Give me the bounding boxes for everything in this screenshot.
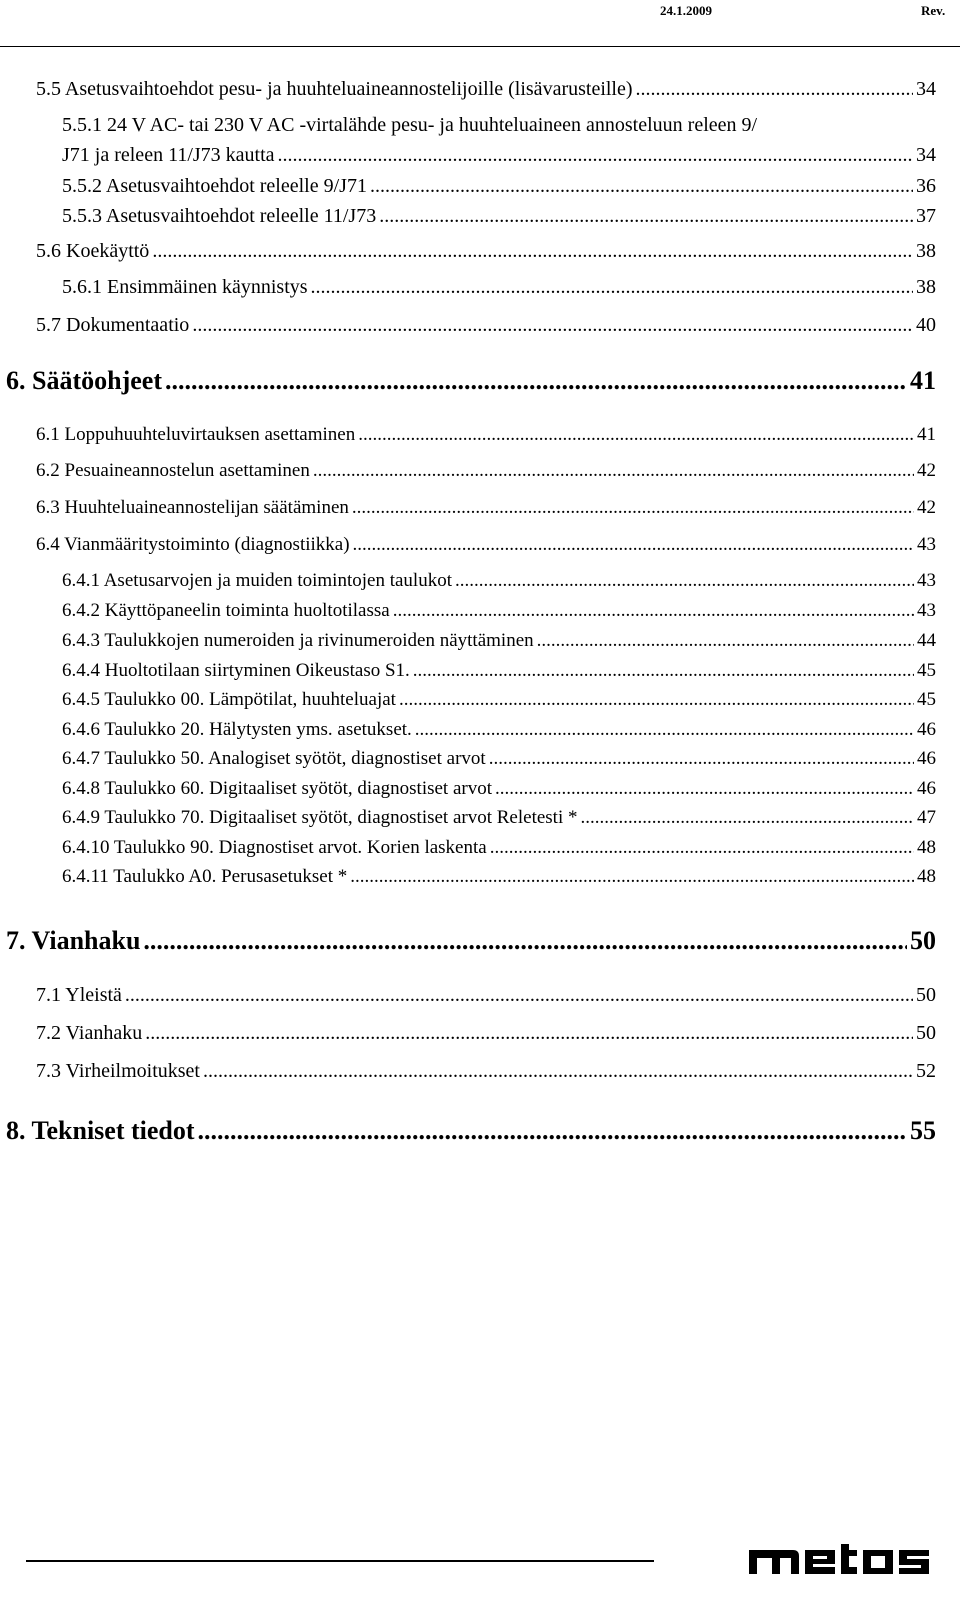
toc-entry-title: 5.5 Asetusvaihtoehdot pesu- ja huuhteluaineannostelijoille (lisävarusteille)	[36, 78, 633, 100]
toc-leader-dots	[125, 984, 913, 1007]
toc-leader-dots	[379, 205, 913, 228]
toc-entry-page: 38	[916, 240, 936, 262]
toc-entry[interactable]	[62, 175, 936, 198]
header-revision: Rev.	[921, 3, 946, 18]
toc-entry[interactable]	[62, 276, 936, 299]
toc-leader-dots	[358, 424, 914, 446]
toc-entry[interactable]	[62, 807, 936, 829]
toc-entry-title: 5.7 Dokumentaatio	[36, 314, 190, 336]
toc-entry[interactable]	[36, 424, 936, 446]
toc-entry-title: 6.4.11 Taulukko A0. Perusasetukset *	[62, 866, 348, 887]
toc-entry-page: 36	[916, 175, 936, 197]
toc-entry-page: 44	[917, 630, 936, 651]
toc-entry-page: 41	[917, 424, 936, 445]
toc-leader-dots	[143, 926, 907, 956]
toc-entry-page: 46	[917, 748, 936, 769]
toc-entry[interactable]	[62, 205, 936, 228]
toc-entry-page: 34	[916, 78, 936, 100]
toc-leader-dots	[313, 460, 914, 482]
toc-entry-title: 6.4.2 Käyttöpaneelin toiminta huoltotilassa	[62, 600, 390, 621]
toc-entry[interactable]	[36, 78, 936, 101]
toc-entry[interactable]	[36, 497, 936, 519]
toc-leader-dots	[537, 630, 914, 652]
toc-entry[interactable]	[36, 984, 936, 1007]
toc-leader-dots	[580, 807, 914, 829]
toc-entry-title: 6.3 Huuhteluaineannostelijan säätäminen	[36, 497, 349, 518]
toc-entry-title: 6.4.8 Taulukko 60. Digitaaliset syötöt, diagnostiset arvot	[62, 778, 492, 799]
toc-entry-title: 6.4.3 Taulukkojen numeroiden ja rivinumeroiden näyttäminen	[62, 630, 534, 651]
toc-leader-dots	[278, 144, 913, 167]
toc-leader-dots	[353, 534, 914, 556]
toc-entry-title: 6.4.10 Taulukko 90. Diagnostiset arvot. Korien laskenta	[62, 837, 487, 858]
toc-entry-title: 6.4.6 Taulukko 20. Hälytysten yms. asetukset.	[62, 719, 412, 740]
toc-entry-page: 42	[917, 460, 936, 481]
toc-entry-page: 47	[917, 807, 936, 828]
toc-entry-title: J71 ja releen 11/J73 kautta	[62, 144, 275, 166]
toc-entry-page: 37	[916, 205, 936, 227]
toc-entry[interactable]	[62, 689, 936, 711]
toc-entry[interactable]	[62, 866, 936, 888]
toc-leader-dots	[399, 689, 914, 711]
toc-entry-title: 7.2 Vianhaku	[36, 1022, 143, 1044]
toc-entry-title: 6.2 Pesuaineannostelun asettaminen	[36, 460, 310, 481]
toc-leader-dots	[489, 748, 914, 770]
toc-entry-title: 6.4.9 Taulukko 70. Digitaaliset syötöt, diagnostiset arvot Reletesti *	[62, 807, 578, 828]
toc-leader-dots	[203, 1060, 913, 1083]
toc-leader-dots	[192, 314, 913, 337]
toc-chapter[interactable]	[6, 926, 936, 956]
toc-entry-title: 7. Vianhaku	[6, 926, 141, 955]
toc-entry-title: 6.4.4 Huoltotilaan siirtyminen Oikeustaso S1.	[62, 660, 410, 681]
toc-entry-page: 40	[916, 314, 936, 336]
toc-entry-title: 6.4.5 Taulukko 00. Lämpötilat, huuhteluajat	[62, 689, 396, 710]
toc-entry-title: 6.4.7 Taulukko 50. Analogiset syötöt, diagnostiset arvot	[62, 748, 486, 769]
toc-leader-dots	[145, 1022, 913, 1045]
toc-entry-page: 45	[917, 660, 936, 681]
toc-leader-dots	[350, 866, 914, 888]
toc-entry-title: 8. Tekniset tiedot	[6, 1116, 195, 1145]
header-rule	[0, 46, 960, 47]
toc-entry-page: 42	[917, 497, 936, 518]
toc-leader-dots	[352, 497, 914, 519]
toc-entry[interactable]	[62, 570, 936, 592]
toc-entry-page: 50	[916, 1022, 936, 1044]
toc-leader-dots	[415, 719, 914, 741]
toc-entry-title: 7.1 Yleistä	[36, 984, 122, 1006]
toc-entry-page: 45	[917, 689, 936, 710]
toc-entry-title: 5.5.1 24 V AC- tai 230 V AC -virtalähde pesu- ja huuhteluaineen annosteluun releen 9/	[62, 114, 758, 136]
toc-leader-dots	[636, 78, 913, 101]
toc-leader-dots	[370, 175, 913, 198]
toc-entry-page: 52	[916, 1060, 936, 1082]
toc-entry[interactable]	[36, 1060, 936, 1083]
toc-entry-page: 50	[916, 984, 936, 1006]
toc-entry[interactable]	[62, 837, 936, 859]
page-header	[0, 0, 960, 48]
toc-entry-page: 38	[916, 276, 936, 298]
toc-entry-page: 43	[917, 600, 936, 621]
toc-entry-page: 43	[917, 570, 936, 591]
toc-entry[interactable]	[62, 630, 936, 652]
toc-entry-page: 34	[916, 144, 936, 166]
toc-entry[interactable]	[36, 240, 936, 263]
toc-entry-page: 46	[917, 719, 936, 740]
toc-leader-dots	[455, 570, 914, 592]
footer-rule	[26, 1560, 654, 1562]
header-date: 24.1.2009	[660, 3, 712, 18]
toc-entry[interactable]	[62, 144, 936, 167]
toc-leader-dots	[152, 240, 913, 263]
toc-leader-dots	[490, 837, 914, 859]
toc-entry-title: 6. Säätöohjeet	[6, 366, 162, 395]
toc-entry-page: 41	[910, 366, 936, 395]
toc-entry-title: 5.5.3 Asetusvaihtoehdot releelle 11/J73	[62, 205, 377, 227]
toc-entry[interactable]	[62, 719, 936, 741]
toc-entry-page: 50	[910, 926, 936, 955]
metos-logo-graphic	[749, 1540, 939, 1576]
toc-entry[interactable]	[36, 1022, 936, 1045]
toc-entry[interactable]	[62, 660, 936, 682]
toc-entry-page: 43	[917, 534, 936, 555]
toc-chapter[interactable]	[6, 1116, 936, 1146]
toc-entry[interactable]	[36, 460, 936, 482]
toc-entry-title: 5.6.1 Ensimmäinen käynnistys	[62, 276, 308, 298]
toc-leader-dots	[198, 1116, 907, 1146]
toc-entry[interactable]	[36, 314, 936, 337]
toc-entry-title: 7.3 Virheilmoitukset	[36, 1060, 200, 1082]
toc-entry-title: 6.4.1 Asetusarvojen ja muiden toimintojen taulukot	[62, 570, 452, 591]
toc-entry-page: 55	[910, 1116, 936, 1145]
toc-entry[interactable]	[62, 748, 936, 770]
toc-entry[interactable]	[36, 534, 936, 556]
metos-logo	[749, 1540, 939, 1581]
toc-entry-title: 6.4 Vianmääritystoiminto (diagnostiikka)	[36, 534, 350, 555]
toc-chapter[interactable]	[6, 366, 936, 396]
toc-entry-page: 48	[917, 866, 936, 887]
toc-entry[interactable]	[62, 600, 936, 622]
toc-leader-dots	[413, 660, 914, 682]
toc-entry-title: 6.1 Loppuhuuhteluvirtauksen asettaminen	[36, 424, 356, 445]
toc-entry-page: 48	[917, 837, 936, 858]
toc-leader-dots	[165, 366, 907, 396]
toc-leader-dots	[393, 600, 914, 622]
toc-leader-dots	[311, 276, 913, 299]
toc-leader-dots	[495, 778, 914, 800]
toc-entry-title: 5.5.2 Asetusvaihtoehdot releelle 9/J71	[62, 175, 367, 197]
toc-entry-title: 5.6 Koekäyttö	[36, 240, 150, 262]
toc-entry[interactable]	[62, 114, 936, 137]
toc-entry-page: 46	[917, 778, 936, 799]
toc-entry[interactable]	[62, 778, 936, 800]
